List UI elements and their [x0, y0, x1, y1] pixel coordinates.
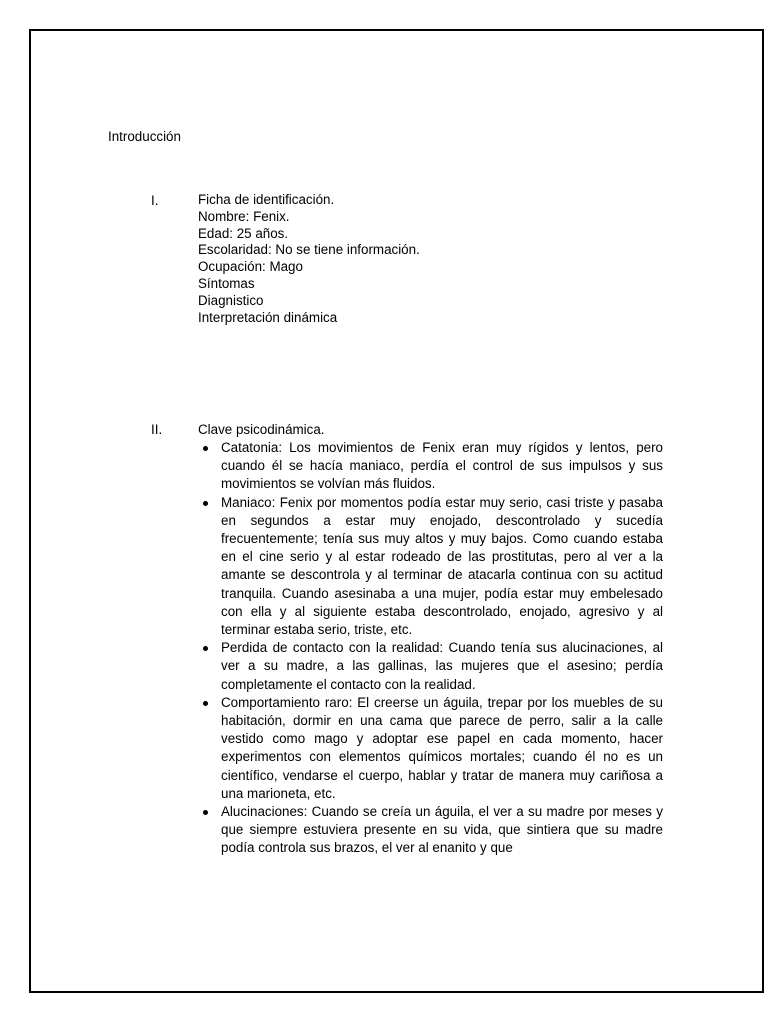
bullet-icon — [203, 501, 208, 506]
bullet-text: Comportamiento raro: El creerse un águila, trepar por los muebles de su habitación, dormir en una cama que parece de perro, salir a la calle vestido como mago y adoptar ese papel en cada momento, hacer experimentos con elementos químicos mortales; cuando él no es un científico, vendarse el cuerpo, hablar y tratar de manera muy cariñosa a una marioneta, etc. — [221, 694, 663, 801]
list-item — [198, 439, 663, 494]
bullet-text: Catatonia: Los movimientos de Fenix eran muy rígidos y lentos, pero cuando él se hacía maniaco, perdía el control de sus impulsos y sus movimientos se volvían más fluidos. — [221, 440, 663, 492]
occupation-line: Ocupación: Mago — [198, 259, 303, 275]
bullet-text: Maniaco: Fenix por momentos podía estar muy serio, casi triste y pasaba en segundos a estar muy enojado, descontrolado y sucedía frecuentemente; tenía sus muy altos y muy bajos. Como cuando estaba en el cine serio y al estar rodeado de las prostitutas, pero al ver a la amante se descontrola y al terminar de atacarla continua con su actitud tranquila. Cuando asesinaba a una mujer, podía estar muy embelesado con ella y al siguiente estaba descontrolado, enojado, agresivo y al terminar estaba serio, triste, etc. — [221, 494, 663, 638]
name-line: Nombre: Fenix. — [198, 208, 290, 224]
psychodynamic-bullet-list — [198, 439, 663, 858]
intro-title: Introducción — [108, 129, 181, 144]
identification-heading: Ficha de identificación. — [198, 192, 335, 207]
bullet-icon — [203, 701, 208, 706]
list-item — [198, 694, 663, 803]
document-page — [29, 29, 764, 993]
list-item — [198, 803, 663, 858]
list-item — [198, 494, 663, 640]
bullet-text: Perdida de contacto con la realidad: Cuando tenía sus alucinaciones, al ver a su madre, a las gallinas, las mujeres que el asesino; perdía completamente el contacto con la realidad. — [221, 640, 663, 692]
age-line: Edad: 25 años. — [198, 225, 289, 241]
identification-block — [198, 192, 420, 326]
section-2-heading: Clave psicodinámica. — [198, 422, 325, 437]
bullet-icon — [203, 646, 208, 651]
bullet-icon — [203, 446, 208, 451]
education-line: Escolaridad: No se tiene información. — [198, 242, 420, 258]
section-2-numeral: II. — [151, 422, 163, 437]
dynamic-interpretation-line: Interpretación dinámica — [198, 309, 338, 325]
list-item — [198, 639, 663, 694]
bullet-text: Alucinaciones: Cuando se creía un águila, el ver a su madre por meses y que siempre estuviera presente en su vida, que sintiera que su madre podía controla sus brazos, el ver al enanito y que — [221, 804, 663, 856]
bullet-icon — [203, 810, 208, 815]
symptoms-line: Síntomas — [198, 275, 255, 291]
diagnosis-line: Diagnistico — [198, 292, 264, 308]
section-1-numeral: I. — [151, 193, 159, 208]
